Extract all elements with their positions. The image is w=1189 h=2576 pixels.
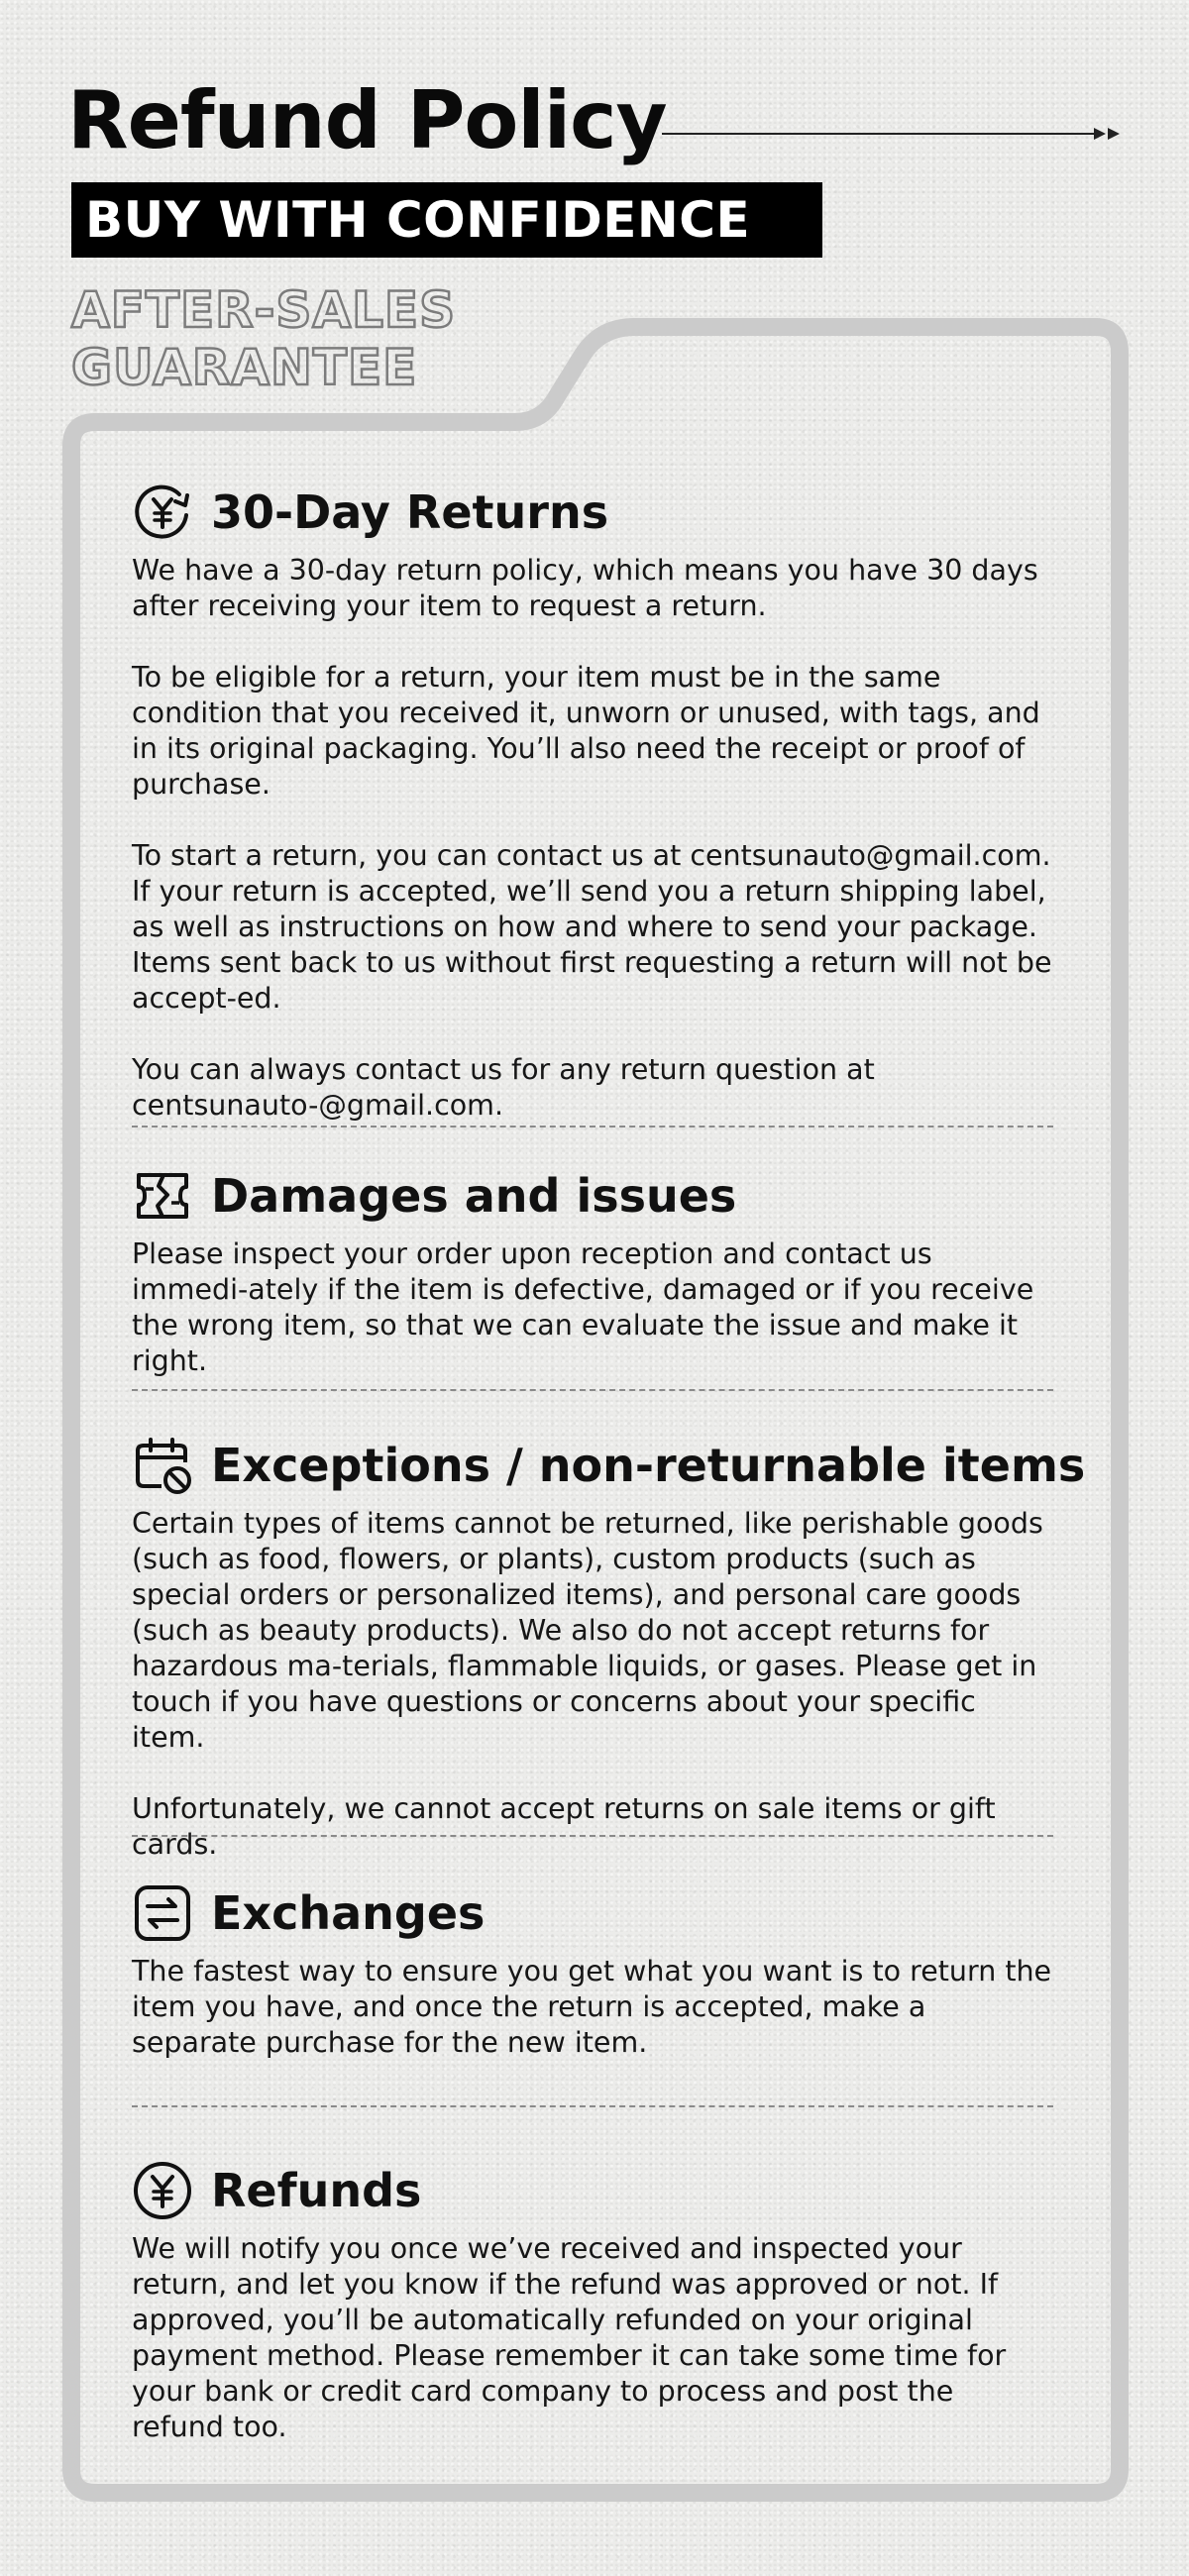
section-title: 30-Day Returns xyxy=(211,485,609,539)
section-paragraph: We have a 30-day return policy, which means you have 30 days after receiving your item to request a return. xyxy=(132,554,1038,622)
section-damages-and-issues xyxy=(132,1163,1053,1379)
section-refunds xyxy=(132,2158,1053,2445)
subtitle-line-2: GUARANTEE xyxy=(71,339,418,396)
section-paragraph: To start a return, you can contact us at centsunauto@gmail.com. If your return is accepted, we’ll send you a return shipping label, as well as instructions on how and where to send your package. Items sent back to us without first requesting a return will not be accept-ed. xyxy=(132,839,1052,1015)
section-paragraph: We will notify you once we’ve received and inspected your return, and let you know if the refund was approved or not. If approved, you’ll be automatically refunded on your original payment method. Please remember it can take some time for your bank or credit card company to process and post the refund too. xyxy=(132,2232,1007,2443)
section-title: Refunds xyxy=(211,2164,422,2217)
section-paragraph: Unfortunately, we cannot accept returns on sale items or gift cards. xyxy=(132,1792,996,1861)
section-title: Damages and issues xyxy=(211,1169,737,1223)
section-title: Exchanges xyxy=(211,1886,486,1940)
section-paragraph: Certain types of items cannot be returned, like perishable goods (such as food, flowers, or plants), custom products (such as special orders or personalized items), and personal care goods (such as beauty products). We also do not accept returns for hazardous ma-terials, flammable liquids, or gases. Please get in touch if you have questions or concerns about your specific item. xyxy=(132,1507,1043,1754)
yen-circle-icon xyxy=(132,2160,193,2221)
section-paragraph: Please inspect your order upon reception and contact us immedi-ately if the item is defective, damaged or if you receive the wrong item, so that we can evaluate the issue and make it right. xyxy=(132,1237,1034,1377)
damaged-ticket-icon xyxy=(132,1165,193,1227)
subtitle-line-1: AFTER-SALES xyxy=(71,281,457,339)
page-title: Refund Policy xyxy=(67,74,667,166)
section-divider xyxy=(132,1126,1053,1127)
tagline-band: BUY WITH CONFIDENCE xyxy=(71,182,822,258)
section-30-day-returns xyxy=(132,480,1053,1124)
calendar-cancel-icon xyxy=(132,1435,193,1496)
section-divider xyxy=(132,2105,1053,2107)
section-paragraph: The fastest way to ensure you get what you want is to return the item you have, and once the return is accepted, make a separate purchase for the new item. xyxy=(132,1955,1052,2059)
exchange-arrows-icon xyxy=(132,1882,193,1944)
section-title: Exceptions / non-returnable items xyxy=(211,1439,1086,1492)
section-paragraph: You can always contact us for any return question at centsunauto-@gmail.com. xyxy=(132,1053,875,1122)
section-exchanges xyxy=(132,1880,1053,2061)
return-yen-icon xyxy=(132,482,193,543)
section-divider xyxy=(132,1835,1053,1837)
section-exceptions xyxy=(132,1433,1086,1863)
section-divider xyxy=(132,1389,1053,1391)
section-paragraph: To be eligible for a return, your item must be in the same condition that you received it, unworn or unused, with tags, and in its original packaging. You’ll also need the receipt or proof of purchase. xyxy=(132,661,1040,801)
